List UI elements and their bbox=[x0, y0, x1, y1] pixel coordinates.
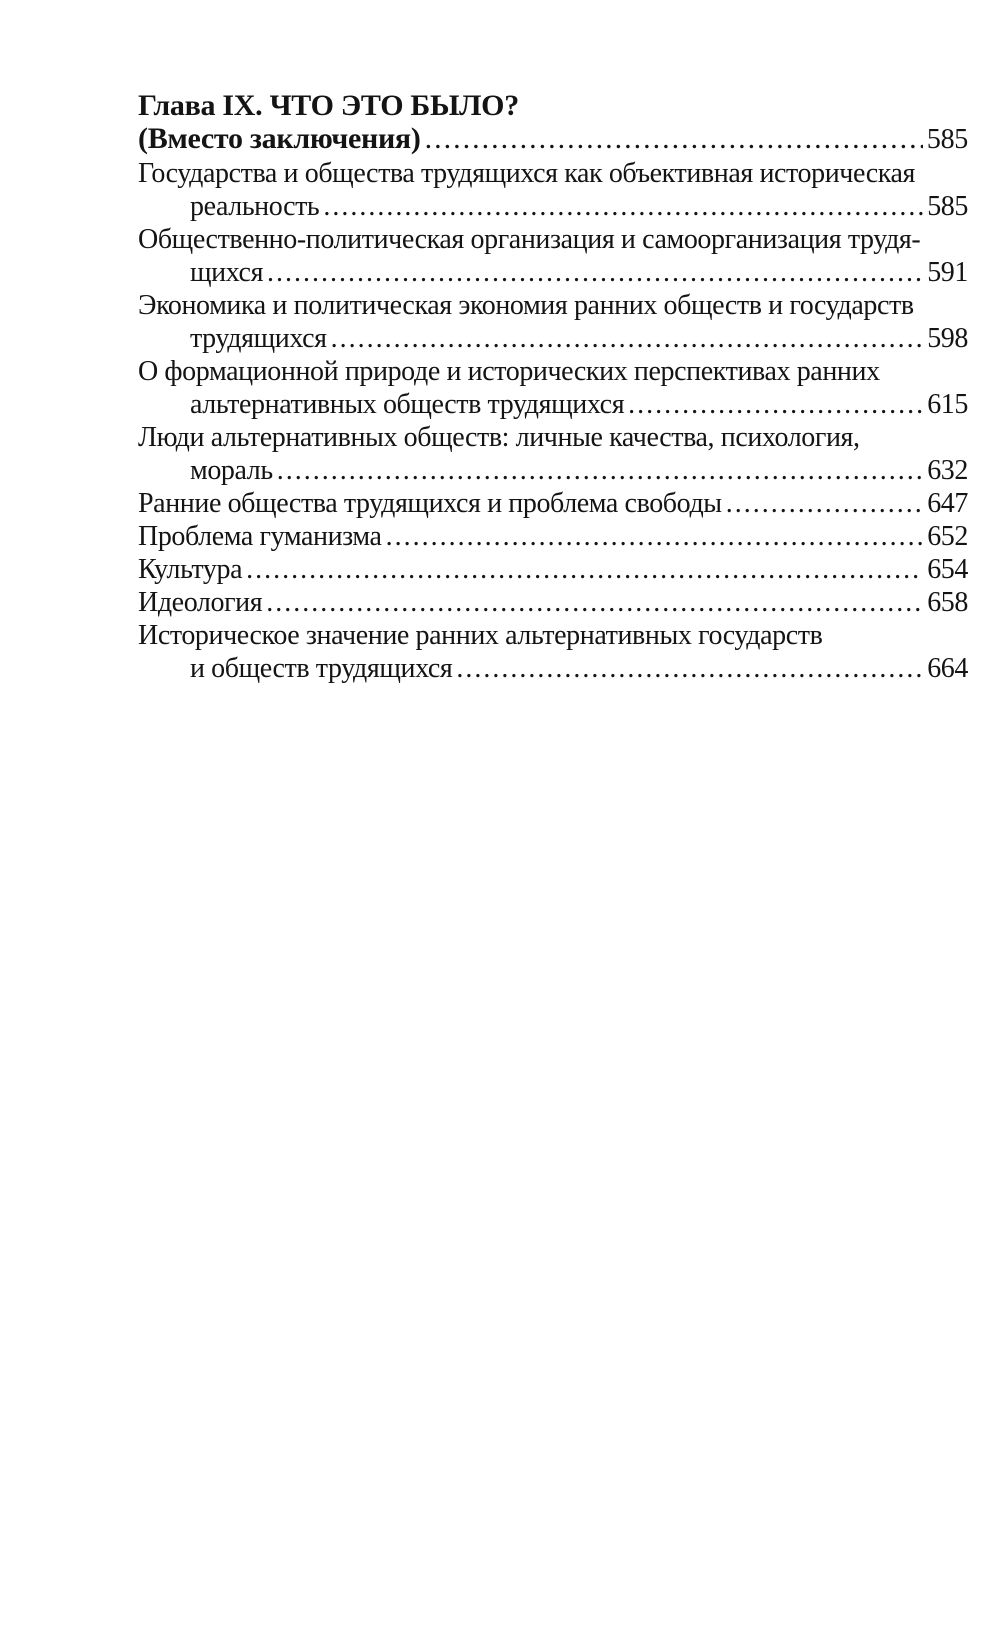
toc-entry-line bbox=[138, 355, 968, 388]
toc-entry[interactable] bbox=[138, 487, 968, 520]
toc-entry[interactable] bbox=[138, 157, 968, 223]
dot-leader bbox=[628, 388, 923, 421]
toc-entry[interactable] bbox=[138, 553, 968, 586]
toc-entry-last-line bbox=[138, 322, 968, 355]
toc-entry-text: Историческое значение ранних альтернативных государств bbox=[138, 620, 823, 651]
toc-entry-text: Проблема гуманизма bbox=[138, 521, 382, 552]
toc-entry-text: Экономика и политическая экономия ранних обществ и государств bbox=[138, 290, 914, 321]
table-of-contents bbox=[138, 90, 968, 685]
page-number: 652 bbox=[927, 521, 968, 552]
page-number: 615 bbox=[927, 389, 968, 420]
toc-entry-text: Люди альтернативных обществ: личные качества, психология, bbox=[138, 422, 860, 453]
chapter-subtitle-line[interactable] bbox=[138, 122, 968, 157]
toc-entry-text: Общественно-политическая организация и самоорганизация трудя- bbox=[138, 224, 921, 255]
toc-entry-text: Ранние общества трудящихся и проблема свободы bbox=[138, 488, 722, 519]
page-number: 632 bbox=[927, 455, 968, 486]
toc-entry-text: мораль bbox=[190, 455, 273, 486]
toc-entry[interactable] bbox=[138, 619, 968, 685]
toc-entry-last-line bbox=[138, 520, 968, 553]
dot-leader bbox=[266, 586, 923, 619]
chapter-title: Глава IX. ЧТО ЭТО БЫЛО? bbox=[138, 89, 519, 122]
toc-entry[interactable] bbox=[138, 421, 968, 487]
toc-entry-line bbox=[138, 157, 968, 190]
page-number: 664 bbox=[927, 653, 968, 684]
dot-leader bbox=[246, 553, 923, 586]
toc-entry[interactable] bbox=[138, 586, 968, 619]
toc-entry-text: Государства и общества трудящихся как объективная историческая bbox=[138, 158, 916, 189]
toc-entry-text: щихся bbox=[190, 257, 264, 288]
toc-entry-line bbox=[138, 619, 968, 652]
page-number: 654 bbox=[927, 554, 968, 585]
chapter-subtitle: (Вместо заключения) bbox=[138, 122, 421, 155]
toc-entry-last-line bbox=[138, 256, 968, 289]
toc-entry[interactable] bbox=[138, 289, 968, 355]
toc-entry-last-line bbox=[138, 487, 968, 520]
dot-leader bbox=[425, 122, 923, 156]
toc-entry-text: Идеология bbox=[138, 587, 263, 618]
toc-entry-last-line bbox=[138, 553, 968, 586]
page-number: 591 bbox=[927, 257, 968, 288]
toc-entry-last-line bbox=[138, 652, 968, 685]
dot-leader bbox=[386, 520, 924, 553]
toc-entry[interactable] bbox=[138, 520, 968, 553]
toc-entry-text: О формационной природе и исторических перспективах ранних bbox=[138, 356, 880, 387]
page-number: 585 bbox=[926, 124, 968, 155]
dot-leader bbox=[323, 190, 923, 223]
toc-entry-last-line bbox=[138, 454, 968, 487]
dot-leader bbox=[456, 652, 923, 685]
toc-entry-line bbox=[138, 421, 968, 454]
page-number: 598 bbox=[927, 323, 968, 354]
toc-entry-line bbox=[138, 223, 968, 256]
toc-entry-text: альтернативных обществ трудящихся bbox=[190, 389, 625, 420]
toc-entry-text: и обществ трудящихся bbox=[190, 653, 453, 684]
toc-entry-last-line bbox=[138, 190, 968, 223]
toc-entry-text: Культура bbox=[138, 554, 243, 585]
toc-entry-text: трудящихся bbox=[190, 323, 327, 354]
toc-entry-line bbox=[138, 289, 968, 322]
dot-leader bbox=[277, 454, 923, 487]
page-number: 585 bbox=[927, 191, 968, 222]
toc-entry-last-line bbox=[138, 388, 968, 421]
toc-entry[interactable] bbox=[138, 223, 968, 289]
toc-entry-last-line bbox=[138, 586, 968, 619]
page-number: 658 bbox=[927, 587, 968, 618]
dot-leader bbox=[267, 256, 923, 289]
toc-entry[interactable] bbox=[138, 355, 968, 421]
dot-leader bbox=[726, 487, 923, 520]
toc-entry-text: реальность bbox=[190, 191, 320, 222]
dot-leader bbox=[331, 322, 924, 355]
page-number: 647 bbox=[927, 488, 968, 519]
